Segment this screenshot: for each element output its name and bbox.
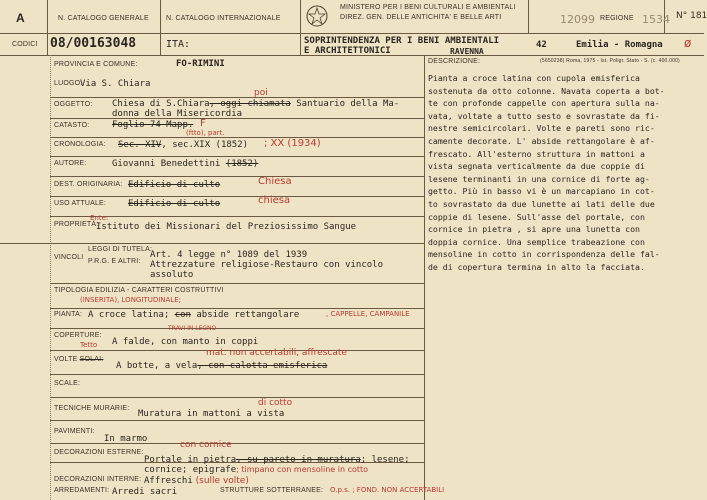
decorazioni-interne-value: Affreschi (sulle volte) xyxy=(144,476,249,486)
pianta-hand-top-note: (INSERITA), LONGITUDINALE; xyxy=(80,296,181,304)
letter-divider xyxy=(47,0,48,55)
proprieta-label: PROPRIETÀ: xyxy=(54,221,99,228)
luogo-value: Via S. Chiara xyxy=(80,79,151,89)
oggetto-value-line-2: donna della Misericordia xyxy=(112,109,243,119)
ita-label: ITA: xyxy=(166,39,191,50)
scale-label: SCALE: xyxy=(54,380,81,387)
description-text xyxy=(428,72,702,274)
soprintendenza-line-1: SOPRINTENDENZA PER I BENI AMBIENTALI xyxy=(304,36,500,46)
uso-attuale-value: Edificio di culto xyxy=(128,199,221,209)
description-line: vista segnata verticalmente da due coppie di xyxy=(428,161,645,172)
description-line: vata, voltate a tutto sesto e sovrastate da fi- xyxy=(428,110,660,121)
republic-emblem-icon xyxy=(305,4,329,28)
decorazioni-esterne-value: Portale in pietra, su pareto in muratura; lesene; xyxy=(144,455,410,465)
description-line: mensoline in cotto in corrispondenza delle fal- xyxy=(428,249,660,260)
tecniche-murarie-label: TECNICHE MURARIE: xyxy=(54,405,130,412)
header-divider xyxy=(0,33,704,34)
ministry-line-1: MINISTERO PER I BENI CULTURALI E AMBIENTALI xyxy=(340,4,516,11)
cronologia-label: CRONOLOGIA: xyxy=(54,141,106,148)
tecniche-hand-note: di cotto xyxy=(258,398,293,408)
proprieta-value: Istituto dei Missionari del Preziosissimo Sangue xyxy=(96,222,357,232)
pianta-hand-note: , CAPPELLE, CAMPANILE xyxy=(326,310,410,318)
uso-attuale-hand-note: chiesa xyxy=(258,195,291,206)
luogo-label: LUOGO: xyxy=(54,80,83,87)
description-line: sostenuta da otto colonne. Navata coperta a bot- xyxy=(428,85,665,96)
dest-originaria-hand-note: Chiesa xyxy=(258,176,292,187)
regione-label: REGIONE xyxy=(600,15,634,22)
cronologia-hand-note: ; XX (1934) xyxy=(264,138,321,149)
label-guide xyxy=(50,55,51,500)
soprintendenza-line-2: E ARCHITETTONICI xyxy=(304,46,391,56)
description-line: Pianta a croce latina con cupola emisferica xyxy=(428,73,640,83)
uso-attuale-label: USO ATTUALE: xyxy=(54,200,107,207)
description-line: nestre semicircolari. Volte e pareti sono ric- xyxy=(428,123,655,134)
oggetto-hand-note: poi xyxy=(254,88,268,98)
cronologia-value: Sec. XIV, sec.XIX (1852) xyxy=(118,140,249,150)
dest-originaria-label: DEST. ORIGINARIA: xyxy=(54,181,123,188)
decorazioni-esterne-value-2: cornice; epigrafe; timpano con mensoline in cotto xyxy=(144,465,369,475)
pavimenti-value: In marmo xyxy=(104,434,148,444)
vincoli-value-2: Attrezzature religiose-Restauro con vincolo xyxy=(150,260,383,270)
provincia-value: FO-RIMINI xyxy=(176,59,225,69)
tecniche-murarie-value: Muratura in mattoni a vista xyxy=(138,409,285,419)
proprieta-hand-note: Ente: xyxy=(90,214,109,222)
codici-label: CODICI xyxy=(12,41,38,48)
coperture-hand-top-note: TRAVI IN LEGNO xyxy=(168,325,217,332)
region-number: 42 xyxy=(536,40,547,50)
hand-number-2: 1534 xyxy=(642,13,670,26)
description-line: camente decorate. L' abside rettangolare è af- xyxy=(428,135,655,146)
vincoli-value-3: assoluto xyxy=(150,270,194,280)
volte-label: VOLTE SOLAI: xyxy=(54,356,104,363)
strutture-sotterranee-hand-note: O.p.s. ; FOND. NON ACCERTABILI xyxy=(330,486,445,494)
description-label: DESCRIZIONE: xyxy=(428,58,481,65)
description-line: frescato. All'esterno struttura in mattoni a xyxy=(428,148,645,159)
catasto-label: CATASTO: xyxy=(54,122,90,129)
provincia-label: PROVINCIA E COMUNE: xyxy=(54,61,138,68)
description-line: de di copertura termina in alto la facciata. xyxy=(428,261,645,272)
catasto-hand-note: F xyxy=(200,118,206,129)
hand-side-number: N° 181 xyxy=(676,11,707,21)
catalogo-internazionale-label: N. CATALOGO INTERNAZIONALE xyxy=(166,15,281,22)
volte-value: A botte, a vela, con calotta emisferica xyxy=(116,361,328,371)
description-line: coppie di lesene. Sull'asse del portale, con xyxy=(428,211,645,222)
description-line: getto. Più in basso vi è un marcapiano in cot- xyxy=(428,186,655,197)
pianta-value: A croce latina; con abside rettangolare xyxy=(88,310,300,320)
oggetto-value: Chiesa di S.Chiara, oggi chiamata Santuario della Ma- xyxy=(112,99,400,109)
arredamenti-label: ARREDAMENTI: xyxy=(54,487,110,494)
volte-hand-top-note: mat. non accertabili, affrescate xyxy=(206,348,347,358)
print-note: (5650238) Roma, 1975 - Ist. Poligr. Stato - S. (c. 400.000) xyxy=(540,58,680,64)
description-divider xyxy=(424,55,425,500)
description-line: cornice in pietra , si apre una lunetta con xyxy=(428,224,640,235)
codice-value: 08/00163048 xyxy=(50,36,137,51)
catasto-value: Foglio 74 Mapp. xyxy=(112,120,194,130)
strutture-sotterranee-label: STRUTTURE SOTTERRANEE: xyxy=(220,487,324,494)
tipologia-label: TIPOLOGIA EDILIZIA - CARATTERI COSTRUTTIVI xyxy=(54,287,224,294)
hand-mark: ø xyxy=(684,36,692,50)
arredamenti-value: Arredi sacri xyxy=(112,487,178,497)
col-divider-3 xyxy=(528,0,529,33)
leggi-tutela-label: LEGGI DI TUTELA: xyxy=(88,246,153,253)
sheet-letter: A xyxy=(16,11,25,25)
description-line: doppia cornice. Una semplice trabeazione con xyxy=(428,236,645,247)
description-line: te con profonde cappelle con apertura sulla na- xyxy=(428,98,660,109)
dest-originaria-value: Edificio di culto xyxy=(128,180,221,190)
decorazioni-esterne-hand-note: con cornice xyxy=(180,440,232,450)
region-name: Emilia - Romagna xyxy=(576,40,663,50)
vincoli-label: VINCOLI xyxy=(54,254,84,261)
catalogo-generale-label: N. CATALOGO GENERALE xyxy=(58,15,149,22)
description-line: to sovrastato da due lunette ai lati delle due xyxy=(428,198,655,209)
hand-number: 12099 xyxy=(560,13,595,26)
ravenna-label: RAVENNA xyxy=(450,47,484,56)
decorazioni-interne-label: DECORAZIONI INTERNE: xyxy=(54,476,142,483)
oggetto-label: OGGETTO: xyxy=(54,101,93,108)
description-line: lesene terminanti in una cornice di forte ag- xyxy=(428,173,650,184)
decorazioni-esterne-label: DECORAZIONI ESTERNE: xyxy=(54,449,144,456)
pavimenti-label: PAVIMENTI: xyxy=(54,428,95,435)
coperture-value: A falde, con manto in coppi xyxy=(112,337,259,347)
col-divider-1 xyxy=(160,0,161,55)
col-divider-2 xyxy=(300,0,301,55)
prg-label: P.R.G. E ALTRI: xyxy=(88,258,141,265)
vincoli-value-1: Art. 4 legge n° 1089 del 1939 xyxy=(150,250,308,260)
pianta-label: PIANTA: xyxy=(54,311,83,318)
coperture-label: COPERTURE: xyxy=(54,332,102,339)
autore-value: Giovanni Benedettini (1852) xyxy=(112,159,259,169)
autore-label: AUTORE: xyxy=(54,160,87,167)
coperture-hand-left-note: Tetto xyxy=(80,341,98,349)
ministry-line-2: DIREZ. GEN. DELLE ANTICHITA' E BELLE ARTI xyxy=(340,14,502,21)
catasto-hand-note-2: (ftto), part. xyxy=(186,129,225,137)
